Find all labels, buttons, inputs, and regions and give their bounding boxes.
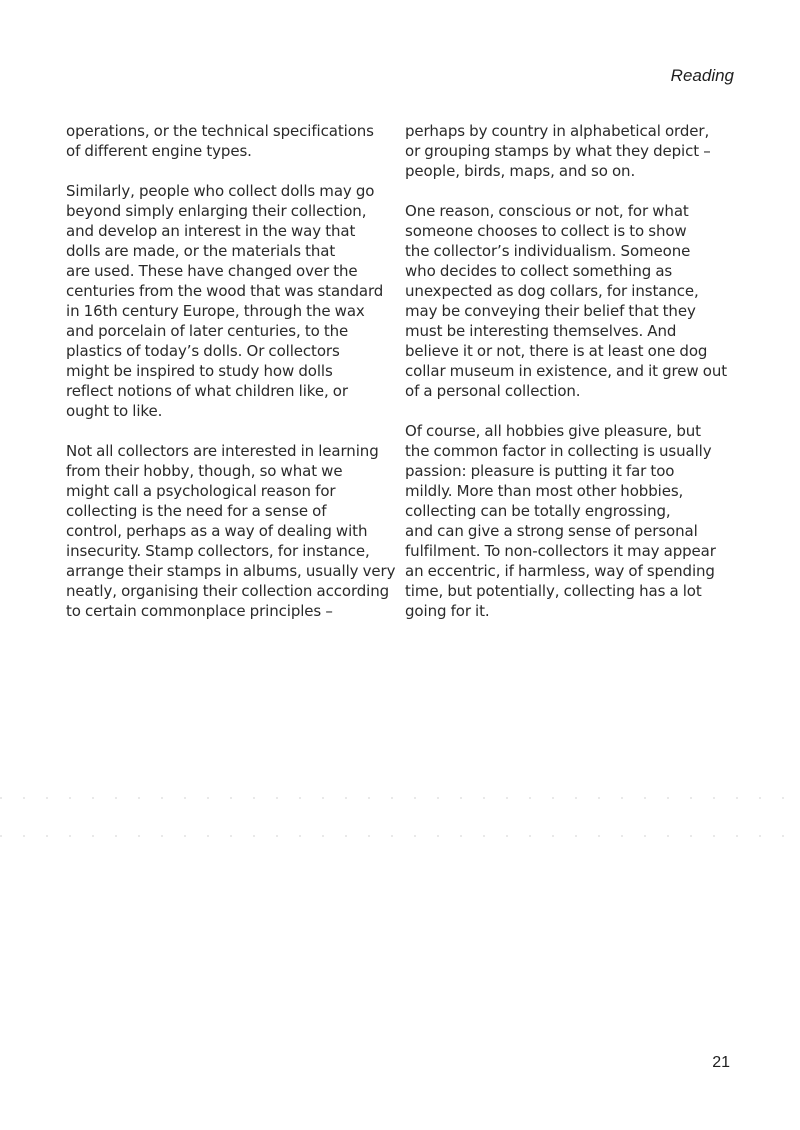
text-line: may be conveying their belief that they — [405, 302, 696, 320]
section-label: Reading — [670, 66, 734, 85]
text-line: plastics of today’s dolls. Or collectors — [66, 342, 340, 360]
text-line: collecting is the need for a sense of — [66, 502, 327, 520]
text-line: control, perhaps as a way of dealing with — [66, 522, 368, 540]
text-line: ought to like. — [66, 402, 163, 420]
text-line: the common factor in collecting is usually — [405, 442, 712, 460]
text-line: people, birds, maps, and so on. — [405, 162, 636, 180]
text-line: and can give a strong sense of personal — [405, 522, 698, 540]
text-line: Of course, all hobbies give pleasure, but — [405, 422, 701, 440]
text-line: Similarly, people who collect dolls may go — [66, 182, 375, 200]
text-line: reflect notions of what children like, or — [66, 382, 348, 400]
text-line: might be inspired to study how dolls — [66, 362, 333, 380]
text-line: mildly. More than most other hobbies, — [405, 482, 684, 500]
paragraph — [66, 441, 396, 621]
text-line: in 16th century Europe, through the wax — [66, 302, 365, 320]
paragraph — [405, 421, 737, 621]
text-line: someone chooses to collect is to show — [405, 222, 687, 240]
right-column — [405, 121, 737, 641]
text-line: believe it or not, there is at least one dog — [405, 342, 708, 360]
paragraph — [405, 121, 737, 181]
text-line: fulfilment. To non-collectors it may appear — [405, 542, 716, 560]
text-line: might call a psychological reason for — [66, 482, 336, 500]
page-number: 21 — [712, 1054, 730, 1071]
paragraph — [66, 121, 396, 161]
paragraph — [66, 181, 396, 421]
text-line: must be interesting themselves. And — [405, 322, 677, 340]
text-line: collar museum in existence, and it grew out — [405, 362, 728, 380]
text-line: the collector’s individualism. Someone — [405, 242, 691, 260]
text-line: perhaps by country in alphabetical order, — [405, 122, 710, 140]
text-line: insecurity. Stamp collectors, for instance, — [66, 542, 370, 560]
scan-artifact — [0, 835, 800, 837]
text-line: of a personal collection. — [405, 382, 581, 400]
left-column — [66, 121, 396, 641]
text-line: passion: pleasure is putting it far too — [405, 462, 675, 480]
text-line: or grouping stamps by what they depict – — [405, 142, 711, 160]
scan-artifact — [0, 797, 800, 799]
text-line: are used. These have changed over the — [66, 262, 358, 280]
paragraph — [405, 201, 737, 401]
text-line: One reason, conscious or not, for what — [405, 202, 689, 220]
text-line: arrange their stamps in albums, usually very — [66, 562, 396, 580]
text-line: to certain commonplace principles – — [66, 602, 333, 620]
text-line: who decides to collect something as — [405, 262, 673, 280]
text-line: an eccentric, if harmless, way of spending — [405, 562, 715, 580]
text-line: and porcelain of later centuries, to the — [66, 322, 349, 340]
text-line: operations, or the technical specifications — [66, 122, 374, 140]
text-line: collecting can be totally engrossing, — [405, 502, 671, 520]
text-line: time, but potentially, collecting has a lot — [405, 582, 702, 600]
text-line: Not all collectors are interested in learning — [66, 442, 379, 460]
text-line: neatly, organising their collection according — [66, 582, 390, 600]
text-line: unexpected as dog collars, for instance, — [405, 282, 699, 300]
text-line: centuries from the wood that was standard — [66, 282, 384, 300]
text-line: and develop an interest in the way that — [66, 222, 356, 240]
text-line: of different engine types. — [66, 142, 252, 160]
text-line: dolls are made, or the materials that — [66, 242, 336, 260]
text-line: beyond simply enlarging their collection, — [66, 202, 367, 220]
text-line: going for it. — [405, 602, 490, 620]
text-line: from their hobby, though, so what we — [66, 462, 343, 480]
